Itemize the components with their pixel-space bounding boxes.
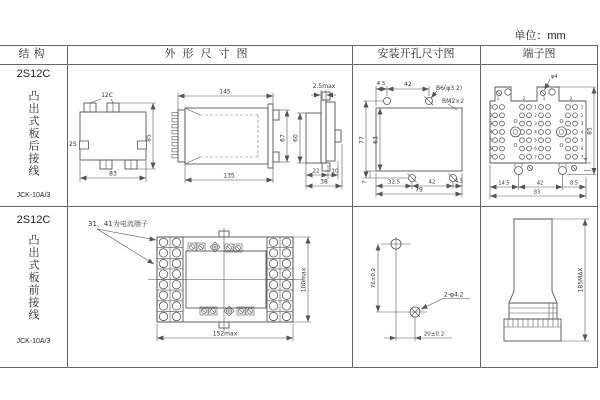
side-body xyxy=(185,108,268,164)
side-length-total-dim: 145 xyxy=(219,88,231,96)
terminal-hole-label: φ4 xyxy=(551,74,558,80)
cutout-bottom-total-dim: 79 xyxy=(415,186,423,194)
terminal-row-num: 3 xyxy=(534,121,537,127)
end-view xyxy=(293,83,343,189)
terminal-col-num: 2 xyxy=(522,96,526,101)
cutout-hole-label: B6(φ3.2) xyxy=(436,85,463,92)
relay-code-row1: JCK-10A/3 xyxy=(16,192,51,199)
holes-label: 2-φ4.2 xyxy=(444,291,464,299)
terminal-height-dim: 85 xyxy=(586,127,594,135)
end-depth-total-dim: 38 xyxy=(320,178,328,186)
terminal-row-num: 5 xyxy=(580,137,584,143)
side-height-dim: 67 xyxy=(279,134,287,142)
cutout-rect xyxy=(376,108,462,171)
face-width-dim: 152max xyxy=(212,330,238,338)
cutout-hole-top-left xyxy=(384,98,391,105)
terminal-view xyxy=(490,74,596,199)
cutout-height-dim: 63 xyxy=(372,136,380,144)
cutout-offset-v-dim: 7 xyxy=(362,180,368,184)
end-depth-b-dim: 10 xyxy=(331,168,339,175)
terminal-row-num: 2 xyxy=(580,112,584,118)
terminal-row-num: 7 xyxy=(534,154,537,160)
front-left-label: 2S xyxy=(69,141,77,148)
terminal-col-num: 1 xyxy=(496,96,500,101)
current-terminal-note: 31、41为电流端子 xyxy=(88,220,148,228)
end-height-dim: 60 xyxy=(292,134,300,142)
terminal-row-num: 4 xyxy=(489,129,493,135)
terminal-row-num: 2 xyxy=(534,112,537,118)
face-view xyxy=(88,219,311,341)
header-mounting: 安装开孔尺寸图 xyxy=(377,48,455,60)
front-view xyxy=(69,92,156,182)
terminal-row-num: 2 xyxy=(489,112,493,118)
terminal-screw-left xyxy=(511,127,521,137)
terminal-row-num: 3 xyxy=(489,121,493,127)
terminal-row-num: 1 xyxy=(489,104,493,110)
cutout-top-a-dim: 4.5 xyxy=(376,81,386,87)
terminal-row-num: 4 xyxy=(580,129,584,135)
model-row1: 2S12C xyxy=(16,68,51,80)
terminal-row-num: 4 xyxy=(534,129,537,135)
terminal-offset-dim: 4 xyxy=(583,157,590,161)
side-length-body-dim: 135 xyxy=(223,172,235,180)
holes-view xyxy=(371,237,470,341)
side-view xyxy=(172,89,290,184)
terminal-row-num: 1 xyxy=(534,104,537,110)
holes-pitch-v-dim: 76±0.2 xyxy=(371,267,377,289)
terminal-row-num: 5 xyxy=(489,137,493,143)
terminal-bottom-c-dim: 8.5 xyxy=(570,180,578,187)
terminal-row-num: 1 xyxy=(580,104,584,110)
terminal-row-num: 3 xyxy=(580,121,584,127)
terminal-bottom-a-dim: 14.5 xyxy=(498,180,510,187)
model-row2: 2S12C xyxy=(16,214,51,226)
front-height-dim: 85 xyxy=(145,134,153,142)
end-thickness-dim: 2.5max xyxy=(312,83,336,90)
cutout-top-b-dim: 42 xyxy=(404,81,412,88)
header-outline: 外形尺寸图 xyxy=(164,48,255,60)
terminal-row-num: 5 xyxy=(534,137,537,143)
socket-height-dim: 185MAX xyxy=(577,267,585,293)
mount-type-row1: 凸出式板后接线 xyxy=(27,90,39,178)
cutout-bottom-c-dim: 4.5 xyxy=(455,178,463,185)
terminal-col-num: 1 xyxy=(542,96,546,101)
face-height-dim: 100max xyxy=(300,267,308,293)
relay-code-row2: JCK-10A/3 xyxy=(16,338,51,345)
front-body xyxy=(80,112,146,160)
cutout-thread-label: RM2×2 xyxy=(442,98,465,105)
holes-offset-h-dim: 20±0.2 xyxy=(423,331,445,338)
terminal-row-num: 7 xyxy=(489,154,493,160)
terminal-row-num: 6 xyxy=(580,146,584,151)
cutout-view xyxy=(359,81,465,197)
terminal-row-num: 6 xyxy=(489,146,493,151)
terminal-bottom-b-dim: 42 xyxy=(536,180,544,187)
socket-side-view xyxy=(504,219,589,341)
mount-type-row2: 凸出式板前接线 xyxy=(27,234,39,322)
header-terminal: 端子图 xyxy=(522,48,556,60)
front-top-label: 12C xyxy=(101,92,113,99)
relay-body xyxy=(509,219,557,303)
units-label: 单位：mm xyxy=(514,30,566,42)
cutout-bottom-a-dim: 32.5 xyxy=(387,179,401,186)
cutout-bottom-b-dim: 42 xyxy=(428,179,436,186)
terminal-col-num: 2 xyxy=(569,96,573,101)
terminal-bottom-total-dim: 83 xyxy=(533,189,541,196)
terminal-row-num: 7 xyxy=(580,154,584,160)
terminal-screw-right xyxy=(557,127,567,137)
header-structure: 结构 xyxy=(18,48,49,60)
end-depth-a-dim: 22 xyxy=(312,168,320,175)
cutout-pitch-v-dim: 77 xyxy=(358,136,366,144)
socket-base xyxy=(504,319,561,341)
front-width-dim: 83 xyxy=(109,170,117,178)
terminal-row-num: 6 xyxy=(534,146,537,151)
